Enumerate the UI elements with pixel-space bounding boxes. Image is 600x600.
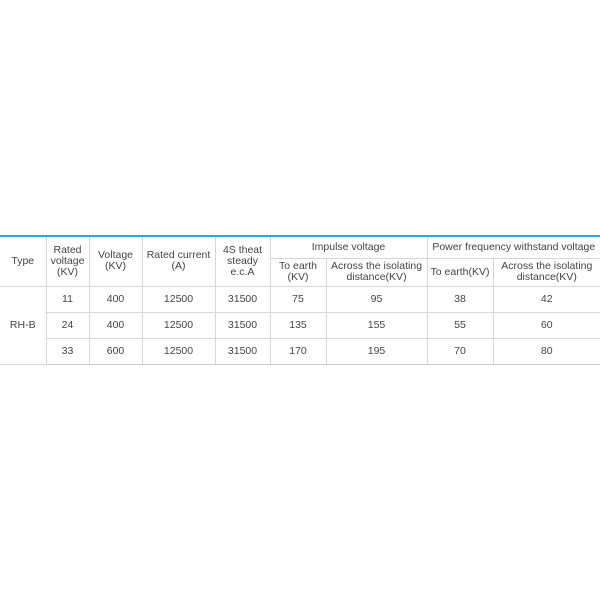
header-pf-across bbox=[493, 258, 600, 286]
impulse-to-earth-cell: 75 bbox=[270, 286, 326, 312]
voltage-cell: 400 bbox=[89, 286, 142, 312]
header-pf-to-earth-label: To earth(KV) bbox=[430, 265, 490, 278]
table-row bbox=[0, 338, 600, 364]
impulse-to-earth-cell: 135 bbox=[270, 312, 326, 338]
header-impulse-to-earth bbox=[270, 258, 326, 286]
header-rated-voltage-label: Rated voltage (KV) bbox=[50, 243, 85, 278]
pf-across-cell: 60 bbox=[493, 312, 600, 338]
header-impulse-to-earth-label: To earth (KV) bbox=[279, 260, 317, 283]
header-pf-across-label: Across the isolating distance(KV) bbox=[501, 260, 593, 283]
rated-current-cell: 12500 bbox=[142, 286, 215, 312]
steady-cell: 31500 bbox=[215, 312, 270, 338]
table-row bbox=[0, 286, 600, 312]
header-impulse-voltage-label: Impulse voltage bbox=[311, 240, 386, 253]
header-voltage-label: Voltage (KV) bbox=[97, 249, 134, 273]
impulse-across-cell: 95 bbox=[326, 286, 427, 312]
header-impulse-voltage bbox=[270, 236, 427, 258]
pf-to-earth-cell: 55 bbox=[427, 312, 493, 338]
voltage-cell: 400 bbox=[89, 312, 142, 338]
header-pf-to-earth bbox=[427, 258, 493, 286]
steady-cell: 31500 bbox=[215, 286, 270, 312]
rated-voltage-cell: 33 bbox=[46, 338, 89, 364]
voltage-cell: 600 bbox=[89, 338, 142, 364]
header-row-top bbox=[0, 236, 600, 258]
rated-current-cell: 12500 bbox=[142, 338, 215, 364]
header-rated-voltage bbox=[46, 236, 89, 286]
pf-to-earth-cell: 38 bbox=[427, 286, 493, 312]
steady-cell: 31500 bbox=[215, 338, 270, 364]
header-impulse-across-label: Across the isolating distance(KV) bbox=[330, 260, 423, 283]
header-impulse-across bbox=[326, 258, 427, 286]
header-rated-current bbox=[142, 236, 215, 286]
header-steady-label: 4S theat steady e.c.A bbox=[222, 243, 263, 278]
impulse-across-cell: 195 bbox=[326, 338, 427, 364]
header-steady bbox=[215, 236, 270, 286]
specification-table bbox=[0, 235, 600, 365]
pf-across-cell: 42 bbox=[493, 286, 600, 312]
pf-across-cell: 80 bbox=[493, 338, 600, 364]
header-voltage bbox=[89, 236, 142, 286]
table-row bbox=[0, 312, 600, 338]
header-power-frequency-label: Power frequency withstand voltage bbox=[432, 240, 596, 253]
rated-voltage-cell: 11 bbox=[46, 286, 89, 312]
pf-to-earth-cell: 70 bbox=[427, 338, 493, 364]
header-type-label: Type bbox=[11, 254, 35, 267]
type-cell: RH-B bbox=[0, 286, 46, 364]
header-power-frequency bbox=[427, 236, 600, 258]
header-rated-current-label: Rated current (A) bbox=[146, 249, 211, 273]
impulse-to-earth-cell: 170 bbox=[270, 338, 326, 364]
rated-current-cell: 12500 bbox=[142, 312, 215, 338]
rated-voltage-cell: 24 bbox=[46, 312, 89, 338]
impulse-across-cell: 155 bbox=[326, 312, 427, 338]
header-type bbox=[0, 236, 46, 286]
